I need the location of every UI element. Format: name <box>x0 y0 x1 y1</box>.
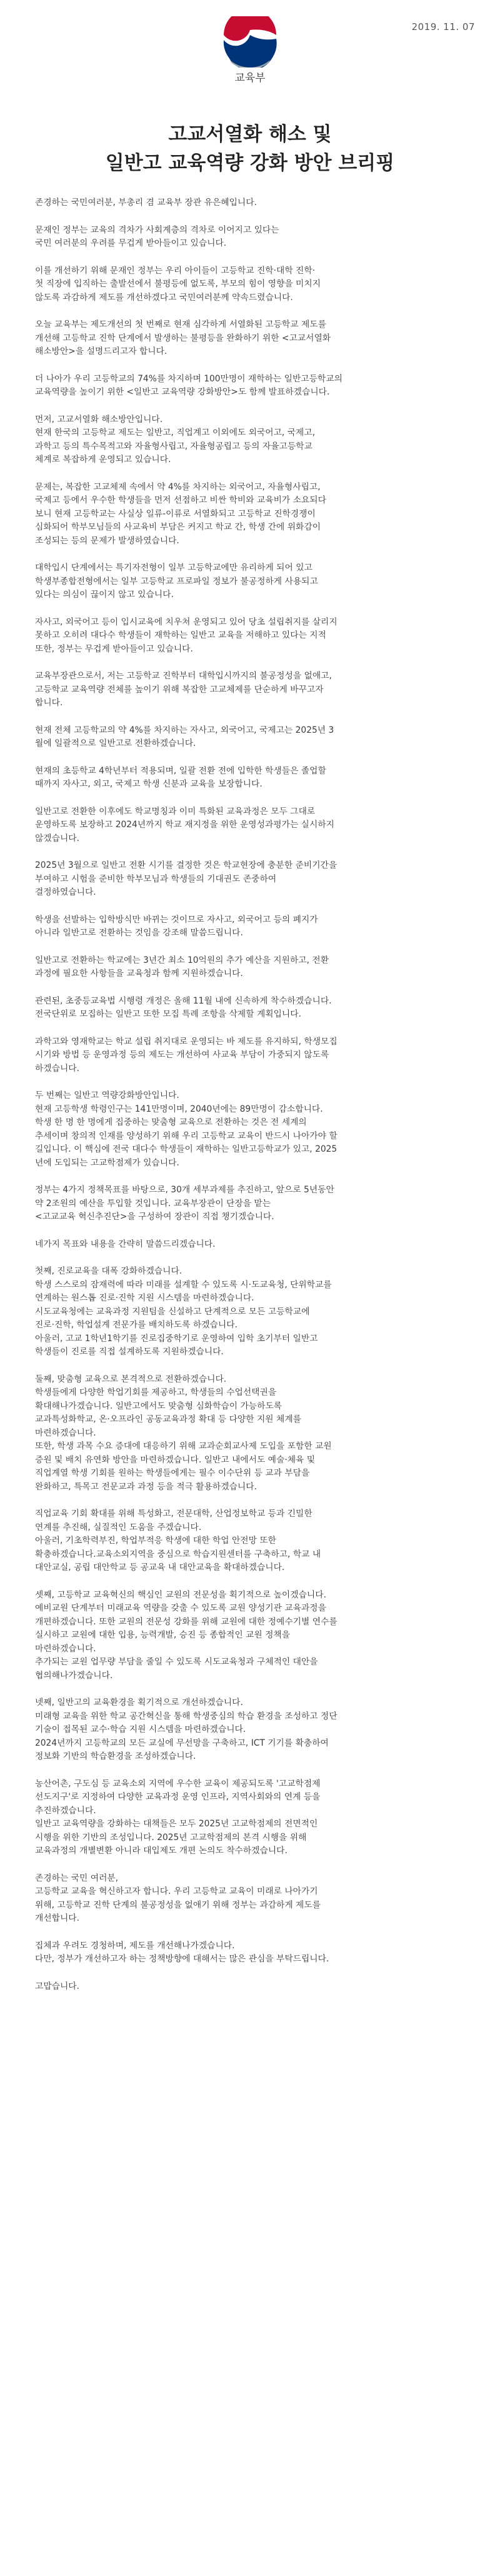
paragraph-line: 다만, 정부가 개선하고자 하는 정책방향에 대해서는 많은 관심을 부탁드립니다. <box>35 1954 329 1964</box>
paragraph-line: 첫 직장에 입직하는 출발선에서 불평등에 없도록, 부모의 힘이 영향을 미치지 <box>35 279 321 289</box>
paragraph <box>35 765 468 792</box>
paragraph-line: 또한, 정부는 무겁게 받아들이고 있습니다. <box>35 643 193 654</box>
paragraph-line: 직업교육 기회 확대를 위해 특성화고, 전문대학, 산업정보학교 등과 긴밀한 <box>35 1509 312 1519</box>
paragraph-line: 전국단위로 모집하는 일반고 또한 모집 특례 조항을 삭제할 계획입니다. <box>35 1009 301 1019</box>
paragraph <box>35 1035 468 1076</box>
paragraph-line: 이를 개선하기 위해 문재인 정부는 우리 아이들이 고등학교 진학·대학 진학· <box>35 265 316 276</box>
paragraph-line: 마련하겠습니다. <box>35 1643 96 1654</box>
paragraph <box>35 724 468 751</box>
paragraph <box>35 1265 468 1359</box>
paragraph-line: 교육부장관으로서, 저는 고등학교 진학부터 대학입시까지의 불공정성을 없애고, <box>35 671 332 681</box>
paragraph-line: 문제는, 복잡한 고교체제 속에서 약 4%를 차지하는 외국어고, 자율형사립고, <box>35 481 321 492</box>
paragraph-line: 교육과정의 개별변환 아니라 대입제도 개편 논의도 착수하겠습니다. <box>35 1846 288 1856</box>
paragraph-line: 아울러, 고교 1학년1학기를 진로집중학기로 운영하여 입학 초기부터 일반고 <box>35 1333 318 1344</box>
paragraph-line: 정보화 기반의 학습환경을 조성하겠습니다. <box>35 1751 196 1761</box>
paragraph <box>35 224 468 251</box>
paragraph-line: <고교교육 혁신추진단>을 구성하여 장관이 직접 챙기겠습니다. <box>35 1212 274 1222</box>
page-title <box>0 120 500 178</box>
paragraph-line: 미래형 교육을 위한 학교 공간혁신을 통해 학생중심의 학습 환경을 조성하고 정단 <box>35 1711 338 1721</box>
paragraph-line: 운영하도록 보장하고 2024년까지 학교 재지정을 위한 운영성과평가는 실시하지 <box>35 820 334 830</box>
paragraph-line: 결정하였습니다. <box>35 887 96 897</box>
paragraph-line: 마련하겠습니다. <box>35 1427 96 1438</box>
paragraph-line: 추세이며 창의적 인재를 양성하기 위해 우리 고등학교 교육이 반드시 나아가야 할 <box>35 1130 338 1141</box>
paragraph-line: 때까지 자사고, 외고, 국제고 학생 신분과 교육을 보장합니다. <box>35 779 262 789</box>
paragraph <box>35 954 468 981</box>
paragraph-line: 존경하는 국민여러분, 부총리 겸 교육부 장관 유은혜입니다. <box>35 198 257 208</box>
paragraph-line: 않도록 과감하게 제도를 개선하겠다고 국민여러분께 약속드렸습니다. <box>35 292 293 303</box>
paragraph-line: 과정에 필요한 사항들을 교육청과 함께 지원하겠습니다. <box>35 969 243 979</box>
paragraph-line: 2024년까지 고등학교의 모든 교실에 무선망을 구축하고, ICT 기기를 확충하여 <box>35 1738 329 1748</box>
paragraph-line: 첫째, 진로교육을 대폭 강화하겠습니다. <box>35 1266 182 1276</box>
paragraph <box>35 670 468 710</box>
paragraph-line: 정부는 4가지 정책목표를 바탕으로, 30개 세부과제를 추진하고, 앞으로 5년동안 <box>35 1185 334 1195</box>
paragraph-line: 부여하고 시험을 준비한 학부모님과 학생들의 기대권도 존중하여 <box>35 873 277 884</box>
paragraph-line: 조성되는 등의 문제가 발생하였습니다. <box>35 535 179 546</box>
paragraph-line: 약 2조원의 예산을 투입할 것입니다. 교육부장관이 단장을 맡는 <box>35 1198 271 1209</box>
paragraph <box>35 264 468 305</box>
paragraph-line: 증원 및 배치 유연화 방안을 마련하겠습니다. 일반고 내에서도 예술·체육 및 <box>35 1454 316 1465</box>
paragraph <box>35 805 468 846</box>
paragraph-line: 존경하는 국민 여러분, <box>35 1873 119 1883</box>
paragraph <box>35 1238 468 1252</box>
paragraph-line: 일반고로 전환하는 학교에는 3년간 최소 10억원의 추가 예산을 지원하고, 전환 <box>35 955 329 965</box>
paragraph <box>35 1184 468 1224</box>
paragraph-line: 않겠습니다. <box>35 833 80 843</box>
paragraph-line: 시행을 위한 기반의 조성입니다. 2025년 고교학점제의 본격 시행을 위해 <box>35 1832 307 1843</box>
paragraph <box>35 1373 468 1494</box>
paragraph-line: 넷째, 일반고의 교육환경을 획기적으로 개선하겠습니다. <box>35 1698 243 1708</box>
paragraph <box>35 1872 468 1926</box>
paragraph <box>35 1980 468 1994</box>
paragraph-line: 일반고 교육역량을 강화하는 대책들은 모두 2025년 고교학점제의 전면적인 <box>35 1819 318 1829</box>
paragraph-line: 현재 고등학생 학령인구는 141만명이며, 2040년에는 89만명이 감소합니다. <box>35 1104 323 1114</box>
paragraph-line: 선도지구'로 지정하여 다양한 교육과정 운영 인프라, 지역사회와의 연계 등을 <box>35 1792 321 1802</box>
paragraph-line: 추가되는 교원 업무량 부담을 줄일 수 있도록 시도교육청과 구체적인 대안을 <box>35 1657 318 1667</box>
paragraph-line: 일반고로 전환한 이후에도 학교명칭과 이미 특화된 교육과정은 모두 그대로 <box>35 806 316 817</box>
paragraph-line: 관련된, 초중등교육법 시행령 개정은 올해 11월 내에 신속하게 착수하겠습니다. <box>35 995 332 1006</box>
paragraph-line: 심화되어 학부모님들의 사교육비 부담은 커지고 학교 간, 학생 간에 위화감이 <box>35 522 321 532</box>
paragraph-line: 자사고, 외국어고 등이 입시교육에 치우쳐 운영되고 있어 당초 설립취지를 살리지 <box>35 616 338 627</box>
paragraph-line: 협의해나가겠습니다. <box>35 1670 113 1681</box>
paragraph <box>35 413 468 467</box>
paragraph-line: 셋째, 고등학교 교육혁신의 핵심인 교원의 전문성을 획기적으로 높이겠습니다. <box>35 1589 326 1600</box>
paragraph-line: 고등학교 교육을 혁신하고자 합니다. 우리 고등학교 교육이 미래로 나아가기 <box>35 1886 318 1896</box>
paragraph-line: 집체과 우려도 경청하며, 제도를 개선해나가겠습니다. <box>35 1940 235 1951</box>
paragraph-line: 농산어촌, 구도심 등 교육소외 지역에 우수한 교육이 제공되도록 '고교학점제 <box>35 1778 321 1789</box>
paragraph-line: 또한, 학생 과목 수요 증대에 대응하기 위해 교과순회교사제 도입을 포함한 교원 <box>35 1441 332 1451</box>
paragraph-line: 월에 일괄적으로 일반고로 전환하겠습니다. <box>35 738 196 748</box>
title-line-2: 일반고 교육역량 강화 방안 브리핑 <box>105 152 395 174</box>
paragraph-line: 보니 현재 고등학교는 사실상 일류-이류로 서열화되고 고등학교 진학경쟁이 <box>35 508 316 519</box>
paragraph-line: 문재인 정부는 교육의 격차가 사회계층의 격차로 이어지고 있다는 <box>35 224 279 235</box>
paragraph-line: 네가지 목표와 내용을 간략히 말씀드리겠습니다. <box>35 1239 216 1249</box>
briefing-date: 2019. 11. 07 <box>411 21 475 33</box>
paragraph-line: 아니라 일반고로 전환하는 것임을 강조해 말씀드립니다. <box>35 928 243 938</box>
paragraph-line: 대학입시 단계에서는 특기자전형이 일부 고등학교에만 유리하게 되어 있고 <box>35 563 312 573</box>
paragraph-line: 현재 한국의 고등학교 제도는 일반고, 직업계고 이외에도 외국어고, 국제고, <box>35 428 316 438</box>
paragraph-line: 개선합니다. <box>35 1913 80 1923</box>
paragraph-line: 길입니다. 이 핵심에 전국 대다수 학생들이 재학하는 일반고등학교가 있고, 2025 <box>35 1144 338 1154</box>
paragraph <box>35 1589 468 1683</box>
paragraph-line: 기술이 접목된 교수·학습 지원 시스템을 마련하겠습니다. <box>35 1724 246 1734</box>
paragraph-line: 현재의 초등학교 4학년부터 적용되며, 일괄 전환 전에 입학한 학생들은 졸업할 <box>35 765 326 776</box>
paragraph-line: 연계를 추진해, 실질적인 도움을 주겠습니다. <box>35 1522 202 1532</box>
paragraph <box>35 561 468 602</box>
paragraph-line: 학생 한 명 한 명에게 집중하는 맞춤형 교육으로 전환하는 것은 전 세계의 <box>35 1117 307 1127</box>
paragraph-line: 과학고 등의 특수목적고와 자율형사립고, 자율형공립고 등의 자율고등학교 <box>35 441 312 451</box>
paragraph <box>35 196 468 210</box>
paragraph <box>35 913 468 940</box>
paragraph-line: 국민 여러분의 우려를 무겁게 받아들이고 있습니다. <box>35 238 227 248</box>
paragraph-line: 시기와 방법 등 운영과정 등의 제도는 개선하여 사교육 부담이 가중되지 않도록 <box>35 1050 329 1060</box>
paragraph-line: 교과특성화학교, 온·오프라인 공동교육과정 확대 등 다양한 지원 체계를 <box>35 1414 301 1424</box>
paragraph-line: 오늘 교육부는 제도개선의 첫 번째로 현재 심각하게 서열화된 고등학교 제도를 <box>35 319 326 330</box>
paragraph <box>35 859 468 900</box>
paragraph-line: 더 나아가 우리 고등학교의 74%를 차지하며 100만명이 재학하는 일반고등학교의 <box>35 373 342 384</box>
ministry-name: 교육부 <box>234 72 266 84</box>
paragraph-line: 교육역량을 높이기 위한 <일반고 교육역량 강화방안>도 함께 발표하겠습니다. <box>35 387 330 397</box>
paragraph-line: 예비교원 단계부터 미래교육 역량을 갖출 수 있도록 교원 양성기관 교육과정을 <box>35 1603 326 1613</box>
paragraph-line: 연계하는 원스톱 진로·진학 지원 시스템을 마련하겠습니다. <box>35 1293 254 1303</box>
paragraph <box>35 318 468 359</box>
paragraph-line: 추진하겠습니다. <box>35 1805 96 1816</box>
paragraph-line: 학생부종합전형에서는 일부 고등학교 프로파일 정보가 불공정하게 사용되고 <box>35 576 318 586</box>
paragraph-line: 합니다. <box>35 698 63 708</box>
paragraph-line: 하겠습니다. <box>35 1063 80 1074</box>
paragraph-line: 확대해나가겠습니다. 일반고에서도 맞춤형 심화학습이 가능하도록 <box>35 1401 282 1411</box>
paragraph-line: 두 번째는 일반고 역량강화방안입니다. <box>35 1090 179 1100</box>
paragraph-line: 둘째, 맞춤형 교육으로 본격적으로 전환하겠습니다. <box>35 1374 227 1384</box>
paragraph-line: 개편하겠습니다. 또한 교원의 전문성 강화를 위해 교원에 대한 정예수기별 연수를 <box>35 1616 338 1627</box>
ministry-header <box>0 16 500 84</box>
paragraph <box>35 616 468 657</box>
paragraph-line: 시도교육청에는 교육과정 지원팀을 신설하고 단계적으로 모든 고등학교에 <box>35 1306 310 1317</box>
paragraph-line: 학생들에게 다양한 학업기회를 제공하고, 학생들의 수업선택권을 <box>35 1387 277 1397</box>
paragraph-line: 현재 전체 고등학교의 약 4%를 차지하는 자사고, 외국어고, 국제고는 2025년 3 <box>35 725 334 735</box>
paragraph <box>35 1778 468 1858</box>
paragraph-line: 실시하고 교원에 대한 입용, 능력개발, 승진 등 종합적인 교원 정책을 <box>35 1630 291 1640</box>
paragraph-line: 학생을 선발하는 입학방식만 바뀌는 것이므로 자사고, 외국어고 등의 폐지가 <box>35 914 318 925</box>
paragraph-line: 학생 스스로의 잠재력에 따라 미래를 설계할 수 있도록 시·도교육청, 단위학교를 <box>35 1279 332 1290</box>
paragraph <box>35 1940 468 1966</box>
paragraph-line: 완화하고, 특목고 전문교과 과정 등을 적극 활용하겠습니다. <box>35 1481 257 1492</box>
paragraph-line: 개선해 고등학교 진학 단계에서 발생하는 불평등을 완화하기 위한 <고교서열화 <box>35 333 331 343</box>
paragraph-line: 체계로 복잡하게 운영되고 있습니다. <box>35 455 171 465</box>
paragraph-line: 아울러, 기초학력부진, 학업부적응 학생에 대한 학업 안전망 또한 <box>35 1536 276 1546</box>
paragraph-line: 과학고와 영재학교는 학교 설립 취지대로 운영되는 바 제도를 유지하되, 학생모집 <box>35 1036 338 1047</box>
paragraph-line: 2025년 3월으로 일반고 전환 시기를 결정한 것은 학교현장에 충분한 준비기간을 <box>35 860 338 870</box>
paragraph-line: 위해, 고등학교 진학 단계의 불공정성을 없애기 위해 정부는 과감하게 제도를 <box>35 1899 321 1910</box>
paragraph-line: 대안교실, 공립 대안학교 등 공교육 내 대안교육을 확대하겠습니다. <box>35 1562 285 1572</box>
paragraph <box>35 1696 468 1764</box>
paragraph <box>35 1089 468 1170</box>
ministry-emblem-icon <box>215 16 285 68</box>
title-line-1: 고교서열화 해소 및 <box>168 123 332 146</box>
paragraph-line: 해소방안>을 설명드리고자 합니다. <box>35 346 168 356</box>
paragraph <box>35 481 468 548</box>
paragraph-line: 먼저, 고교서열화 해소방안입니다. <box>35 414 163 425</box>
paragraph-line: 학생들이 진로를 직접 설계하도록 지원하겠습니다. <box>35 1347 224 1357</box>
paragraph-line: 고등학교 교육역량 전체를 높이기 위해 복잡한 고교체제를 단순하게 바꾸고자 <box>35 684 324 695</box>
paragraph-line: 직업계열 학생 기회를 원하는 학생들에게는 필수 이수단위 등 교과 부담을 <box>35 1468 310 1478</box>
paragraph-line: 있다는 의심이 끊이지 않고 있습니다. <box>35 590 174 600</box>
paragraph-line: 년에 도입되는 고교학점제가 있습니다. <box>35 1157 179 1168</box>
paragraph-line: 못하고 오히려 대다수 학생들이 재학하는 일반고 교육을 저해하고 있다는 지적 <box>35 630 326 640</box>
paragraph <box>35 995 468 1022</box>
speech-body <box>35 196 468 2007</box>
paragraph-line: 진로·진학, 학업설계 전문가를 배치하도록 하겠습니다. <box>35 1320 238 1330</box>
paragraph-line: 확충하겠습니다.교육소외지역을 중심으로 학습지원센터를 구축하고, 학교 내 <box>35 1549 321 1559</box>
paragraph <box>35 373 468 400</box>
paragraph-line: 국제고 등에서 우수한 학생들을 먼저 선점하고 비싼 학비와 교육비가 소요되다 <box>35 495 326 505</box>
paragraph-line: 고맙습니다. <box>35 1981 80 1991</box>
paragraph <box>35 1507 468 1575</box>
